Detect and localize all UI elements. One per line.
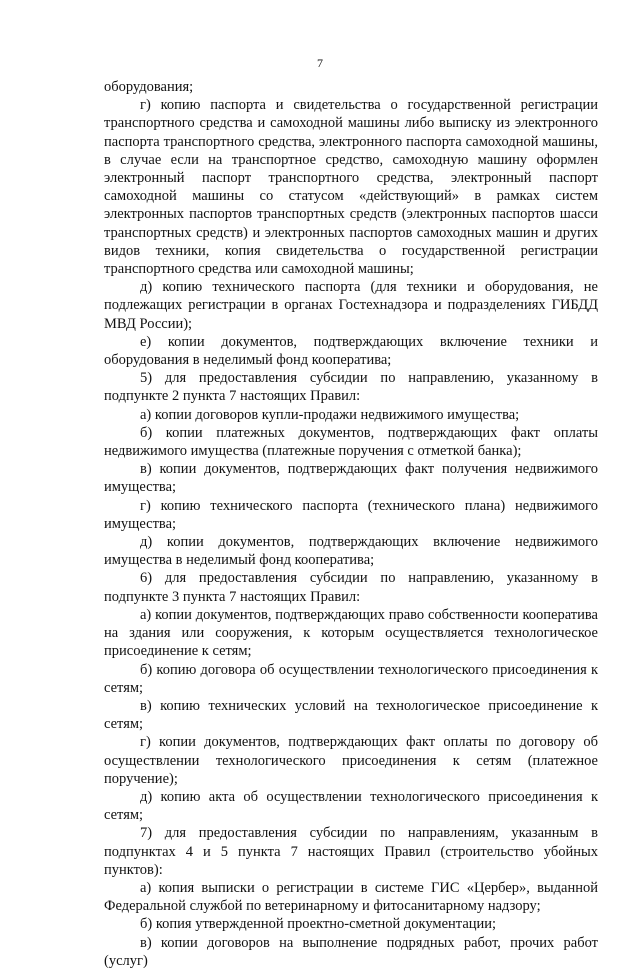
paragraph-6v: в) копию технических условий на технологическое присоединение к сетям; xyxy=(104,697,598,733)
paragraph-5g: г) копию технического паспорта (технического плана) недвижимого имущества; xyxy=(104,497,598,532)
paragraph-5d: д) копии документов, подтверждающих включение недвижимого имущества в неделимый фонд кооператива; xyxy=(104,534,598,569)
paragraph-section-5: 5) для предоставления субсидии по направлению, указанному в подпункте 2 пункта 7 настоящих Правил: xyxy=(104,370,598,405)
document-body xyxy=(104,78,598,970)
paragraph-6b: б) копию договора об осуществлении технологического присоединения к сетям; xyxy=(104,661,598,696)
paragraph-continuation: оборудования; xyxy=(104,79,194,95)
paragraph-item-g-passport: г) копию паспорта и свидетельства о государственной регистрации транспортного средства и самоходной машины либо выписку из электронного паспорта транспортного средства, электронного паспорта самоходной машины, в случае если на транспортное средство, самоходную машину оформлен электронный паспорт транспортного средства, электронный паспорт самоходной машины со статусом «действующий» в рамках систем электронных паспортов транспортных средств (электронных паспортов шасси транспортных средств) и электронных паспортов самоходных машин и других видов техники, копия свидетельства о государственной регистрации транспортного средства или самоходной машины; xyxy=(104,97,598,278)
paragraph-6d: д) копию акта об осуществлении технологического присоединения к сетям; xyxy=(104,788,598,824)
paragraph-item-e-indivisible-fund: е) копии документов, подтверждающих включение техники и оборудования в неделимый фонд кооператива; xyxy=(104,333,598,369)
paragraph-5b: б) копии платежных документов, подтверждающих факт оплаты недвижимого имущества (платежные поручения с отметкой банка); xyxy=(104,424,598,460)
paragraph-7b: б) копия утвержденной проектно-сметной документации; xyxy=(140,916,497,933)
paragraph-6a: а) копии документов, подтверждающих право собственности кооператива на здания или сооружения, к которым осуществляется технологическое присоединение к сетям; xyxy=(104,606,598,660)
paragraph-5a: а) копии договоров купли-продажи недвижимого имущества; xyxy=(140,406,520,423)
paragraph-section-7: 7) для предоставления субсидии по направлениям, указанным в подпунктах 4 и 5 пункта 7 настоящих Правил (строительство убойных пунктов): xyxy=(104,825,598,878)
page-number: 7 xyxy=(317,56,323,70)
paragraph-7a: а) копия выписки о регистрации в системе ГИС «Цербер», выданной Федеральной службой по ветеринарному и фитосанитарному надзору; xyxy=(104,879,598,915)
paragraph-7v: в) копии договоров на выполнение подрядных работ, прочих работ (услуг) xyxy=(104,934,598,969)
paragraph-item-d-tech-passport: д) копию технического паспорта (для техники и оборудования, не подлежащих регистрации в органах Гостехнадзора и подразделениях ГИБДД МВД России); xyxy=(104,279,598,332)
paragraph-section-6: 6) для предоставления субсидии по направлению, указанному в подпункте 3 пункта 7 настоящих Правил: xyxy=(104,570,598,605)
paragraph-5v: в) копии документов, подтверждающих факт получения недвижимого имущества; xyxy=(104,461,598,496)
paragraph-6g: г) копии документов, подтверждающих факт оплаты по договору об осуществлении технологического присоединения к сетям (платежное поручение); xyxy=(104,734,598,787)
